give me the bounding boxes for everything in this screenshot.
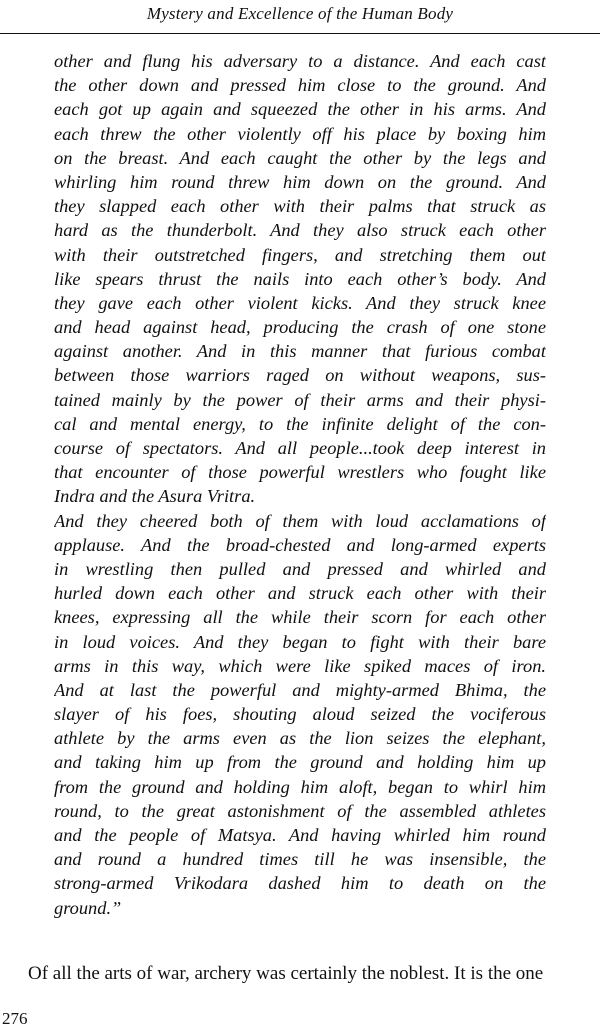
page-number: 276 <box>2 1009 28 1028</box>
quote-line: tained mainly by the power of their arms and their physi- <box>54 389 546 410</box>
quote-line: with their outstretched fingers, and stretching them out <box>54 244 546 265</box>
quote-line: like spears thrust the nails into each other’s body. And <box>54 268 546 289</box>
quote-line: And they cheered both of them with loud acclamations of <box>54 510 546 531</box>
quote-line: in wrestling then pulled and pressed and whirled and <box>54 558 546 579</box>
block-quote <box>54 49 546 920</box>
header-rule <box>0 33 600 34</box>
quote-line: applause. And the broad-chested and long-armed experts <box>54 534 546 555</box>
quote-line: knees, expressing all the while their scorn for each other <box>54 607 546 628</box>
quote-line: and head against head, producing the crash of one stone <box>54 317 546 338</box>
running-header: Mystery and Excellence of the Human Body <box>146 4 454 23</box>
quote-line: other and flung his adversary to a distance. And each cast <box>54 51 546 71</box>
quote-line: each threw the other violently off his place by boxing him <box>54 123 546 144</box>
quote-line: cal and mental energy, to the infinite delight of the con- <box>54 413 546 434</box>
quote-line: Indra and the Asura Vritra. <box>54 486 256 507</box>
quote-line: strong-armed Vrikodara dashed him to death on the <box>54 873 546 894</box>
quote-line: the other down and pressed him close to the ground. And <box>54 75 546 96</box>
quote-line: arms in this way, which were like spiked maces of iron. <box>54 655 546 676</box>
quote-line: against another. And in this manner that furious combat <box>54 341 546 362</box>
quote-line: And at last the powerful and mighty-armed Bhima, the <box>54 679 546 700</box>
quote-line: and the people of Matsya. And having whirled him round <box>54 825 546 845</box>
quote-line: on the breast. And each caught the other by the legs and <box>54 147 546 168</box>
quote-line: hard as the thunderbolt. And they also struck each other <box>54 220 546 241</box>
quote-line: hurled down each other and struck each other with their <box>54 583 546 604</box>
quote-line: that encounter of those powerful wrestlers who fought like <box>54 462 546 483</box>
quote-line: between those warriors raged on without weapons, sus- <box>54 365 546 386</box>
quote-line: whirling him round threw him down on the ground. And <box>54 171 546 192</box>
quote-line: ground.” <box>54 897 122 918</box>
quote-line: athlete by the arms even as the lion seizes the elephant, <box>54 728 546 749</box>
quote-line: and taking him up from the ground and holding him up <box>54 752 546 773</box>
quote-line: slayer of his foes, shouting aloud seized the vociferous <box>54 704 546 725</box>
quote-line: each got up again and squeezed the other in his arms. And <box>54 99 546 120</box>
body-paragraph: Of all the arts of war, archery was certainly the noblest. It is the one <box>28 963 544 984</box>
quote-line: course of spectators. And all people...took deep interest in <box>54 438 546 458</box>
quote-line: from the ground and holding him aloft, began to whirl him <box>54 776 546 797</box>
quote-line: they gave each other violent kicks. And they struck knee <box>54 292 546 313</box>
quote-line: they slapped each other with their palms that struck as <box>54 196 546 217</box>
quote-line: in loud voices. And they began to fight with their bare <box>54 631 546 652</box>
quote-line: and round a hundred times till he was insensible, the <box>54 849 546 870</box>
quote-line: round, to the great astonishment of the assembled athletes <box>54 800 546 821</box>
